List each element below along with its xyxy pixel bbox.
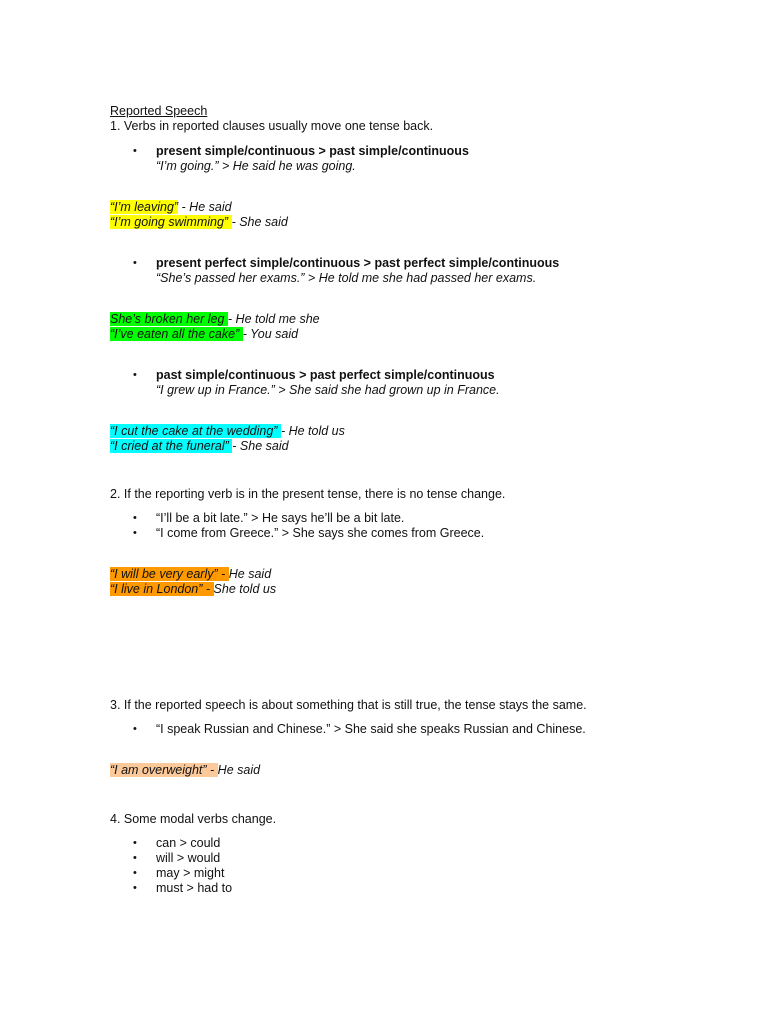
speaker-tag: - He said [178, 200, 232, 214]
highlighted-quote: She’s broken her leg [110, 312, 228, 326]
list-item: will > would [156, 851, 221, 865]
highlighted-quote: “I cut the cake at the wedding” [110, 424, 281, 438]
section-1-heading: 1. Verbs in reported clauses usually move one tense back. [110, 119, 434, 133]
practice-line [110, 312, 320, 327]
speaker-tag: He said [217, 763, 261, 777]
section-3-heading: 3. If the reported speech is about something that is still true, the tense stays the same. [110, 698, 587, 712]
highlighted-quote: “I’m leaving” [110, 200, 179, 214]
practice-line [110, 424, 345, 439]
rule-3-example: “I grew up in France.” > She said she had grown up in France. [156, 383, 500, 397]
speaker-tag: - She said [232, 439, 289, 453]
list-item: “I speak Russian and Chinese.” > She said she speaks Russian and Chinese. [156, 722, 586, 736]
bullet-icon: • [133, 867, 137, 879]
highlighted-quote: “I’ve eaten all the cake” [110, 327, 243, 341]
bullet-icon: • [133, 257, 137, 269]
bullet-icon: • [133, 512, 137, 524]
list-item: “I come from Greece.” > She says she comes from Greece. [156, 526, 485, 540]
bullet-icon: • [133, 837, 137, 849]
bullet-icon: • [133, 852, 137, 864]
practice-line [110, 582, 276, 597]
bullet-icon: • [133, 145, 137, 157]
practice-line [110, 763, 260, 778]
practice-line [110, 439, 289, 454]
bullet-icon: • [133, 882, 137, 894]
speaker-tag: She told us [213, 582, 277, 596]
section-2-heading: 2. If the reporting verb is in the present tense, there is no tense change. [110, 487, 506, 501]
highlighted-quote: “I’m going swimming” [110, 215, 232, 229]
speaker-tag: - He told us [280, 424, 345, 438]
practice-line [110, 327, 298, 342]
highlighted-quote: “I live in London” - [110, 582, 214, 596]
rule-3-heading: past simple/continuous > past perfect simple/continuous [156, 368, 495, 382]
practice-line [110, 567, 271, 582]
bullet-icon: • [133, 369, 137, 381]
rule-2-heading: present perfect simple/continuous > past perfect simple/continuous [156, 256, 560, 270]
speaker-tag: - You said [242, 327, 299, 341]
list-item: “I’ll be a bit late.” > He says he’ll be a bit late. [156, 511, 405, 525]
speaker-tag: - She said [231, 215, 288, 229]
highlighted-quote: “I will be very early” - [110, 567, 229, 581]
list-item: may > might [156, 866, 225, 880]
list-item: must > had to [156, 881, 233, 895]
bullet-icon: • [133, 723, 137, 735]
rule-1-heading: present simple/continuous > past simple/continuous [156, 144, 469, 158]
highlighted-quote: “I am overweight” - [110, 763, 218, 777]
highlighted-quote: “I cried at the funeral” [110, 439, 233, 453]
bullet-icon: • [133, 527, 137, 539]
rule-1-example: “I’m going.” > He said he was going. [156, 159, 356, 173]
practice-line [110, 215, 288, 230]
speaker-tag: - He told me she [227, 312, 320, 326]
document-title: Reported Speech [110, 104, 208, 118]
speaker-tag: He said [228, 567, 272, 581]
list-item: can > could [156, 836, 221, 850]
section-4-heading: 4. Some modal verbs change. [110, 812, 277, 826]
rule-2-example: “She’s passed her exams.” > He told me she had passed her exams. [156, 271, 537, 285]
practice-line [110, 200, 232, 215]
